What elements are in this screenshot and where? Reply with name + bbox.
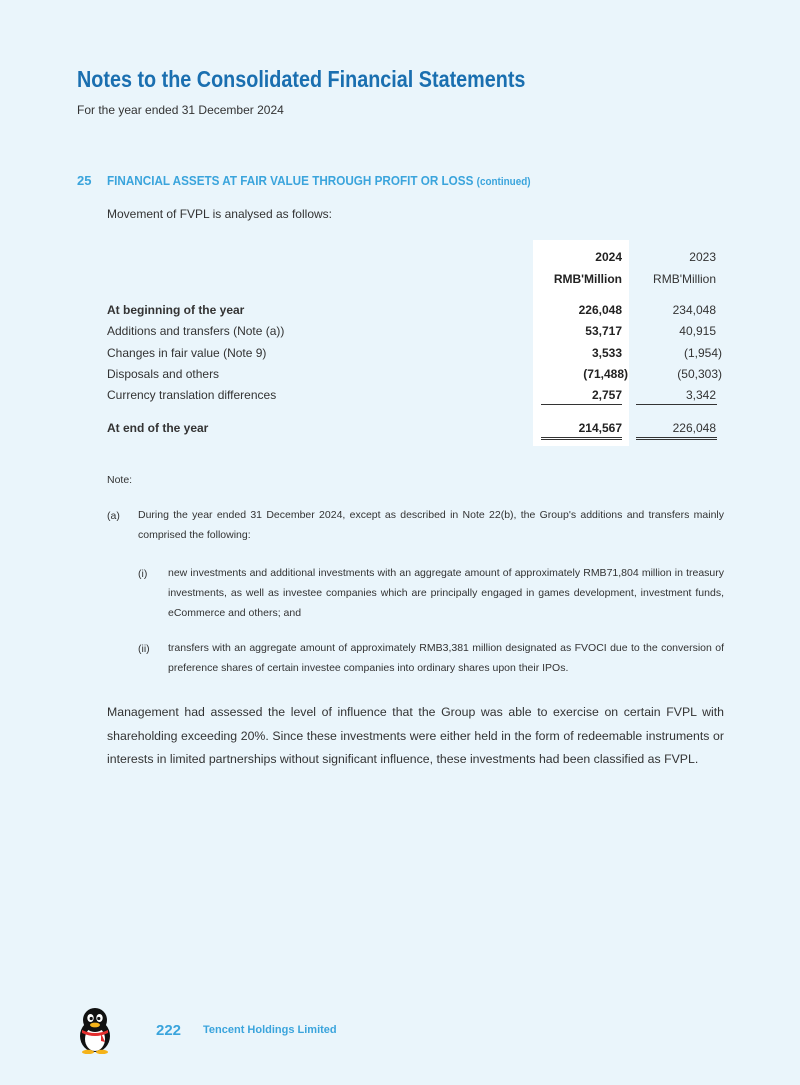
column-unit-2024: RMB'Million [553,272,622,286]
company-name: Tencent Holdings Limited [203,1024,337,1036]
subtotal-rule-2023 [636,404,717,405]
note-a-tag: (a) [107,510,120,522]
note-i-tag: (i) [138,568,148,580]
management-paragraph: Management had assessed the level of influence that the Group was able to exercise on certain FVPL with shareholding exceeding 20%. Since these investments were either held in the form of redeemable instruments or interests in limited partnerships without significant influence, these investments had been classified as FVPL. [107,705,724,766]
column-year-2023: 2023 [689,250,716,264]
cell-2023-beginning: 234,048 [672,303,716,317]
current-year-column-highlight [533,240,629,446]
qq-penguin-icon [74,1006,116,1054]
total-double-rule-2024 [541,437,622,440]
row-label-disposals: Disposals and others [107,367,220,381]
cell-2024-currency: 2,757 [591,388,622,402]
total-double-rule-2023 [636,437,717,440]
row-label-additions: Additions and transfers (Note (a)) [107,324,285,338]
column-unit-2023: RMB'Million [653,272,716,286]
cell-2023-currency: 3,342 [685,388,716,402]
page-subtitle: For the year ended 31 December 2024 [77,103,284,117]
section-continued: (continued) [476,176,531,188]
note-a-text: During the year ended 31 December 2024, except as described in Note 22(b), the Group's additions and transfers mainly comprised the following: [138,509,724,541]
cell-2023-disposals: (50,303) [677,367,722,381]
page-number: 222 [156,1022,182,1039]
cell-2024-disposals: (71,488) [583,367,628,381]
cell-2023-fair-value: (1,954) [683,346,722,360]
cell-2024-additions: 53,717 [585,324,622,338]
column-year-2024: 2024 [595,250,622,264]
page-title: Notes to the Consolidated Financial Statements [77,66,526,92]
row-label-beginning: At beginning of the year [107,303,245,317]
note-heading: Note: [107,474,133,486]
intro-text: Movement of FVPL is analysed as follows: [107,207,332,221]
note-ii-text: transfers with an aggregate amount of approximately RMB3,381 million designated as FVOCI due to the conversion of preference shares of certain investee companies into ordinary shares upon their IPOs. [168,642,724,674]
cell-2024-fair-value: 3,533 [591,346,622,360]
row-label-end: At end of the year [107,421,209,435]
subtotal-rule-2024 [541,404,622,405]
cell-2024-beginning: 226,048 [578,303,622,317]
cell-2024-end: 214,567 [578,421,622,435]
cell-2023-end: 226,048 [672,421,716,435]
row-label-currency: Currency translation differences [107,388,277,402]
section-title [107,173,531,188]
section-number: 25 [77,173,92,188]
section-title-text: FINANCIAL ASSETS AT FAIR VALUE THROUGH PROFIT OR LOSS [107,173,474,188]
cell-2023-additions: 40,915 [679,324,716,338]
note-ii-tag: (ii) [138,643,150,655]
row-label-fair-value: Changes in fair value (Note 9) [107,346,267,360]
note-i-text: new investments and additional investments with an aggregate amount of approximately RMB71,804 million in treasury investments, as well as investee companies which are principally engaged in games development, investment funds, eCommerce and others; and [168,567,724,619]
